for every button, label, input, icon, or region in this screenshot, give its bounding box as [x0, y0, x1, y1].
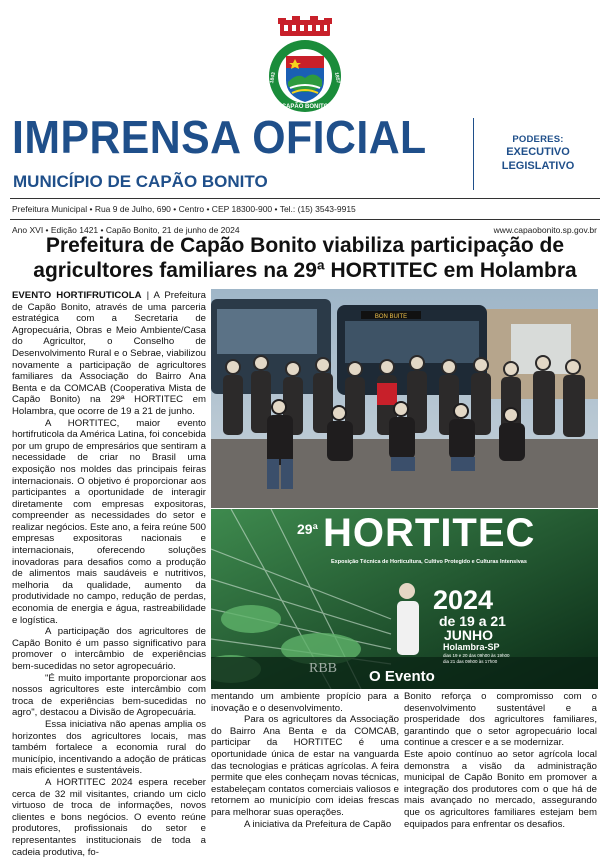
powers-box — [482, 134, 594, 173]
power-executivo: EXECUTIVO — [506, 146, 570, 158]
rule-top — [10, 198, 600, 199]
paragraph: Este apoio contínuo ao setor agrícola local demonstra a visão da administração municipal de Capão Bonito em promover a integração dos produtores com o que há de mais avançado no mercado, assegurando que os agricultores familiares estejam bem equipados para enfrentar os desafios. — [404, 748, 597, 830]
article-kicker: EVENTO HORTIFRUTICOLA — [12, 290, 142, 301]
crest-ring-text: CAPÃO BONITO — [281, 104, 329, 110]
hortitec-banner — [211, 509, 598, 689]
masthead-title: IMPRENSA OFICIAL — [12, 111, 427, 163]
masthead-subtitle: MUNICÍPIO DE CAPÃO BONITO — [13, 172, 268, 191]
paragraph: Para os agricultores da Associação do Bairro Ana Benta e da COMCAB, participar da HORTITEC é uma oportunidade única de estar na vanguarda das tecnologias e práticas agrícolas. A feira permite que eles conheçam novas técnicas, estabeleçam contatos comerciais valiosos e retornem ao município com ideias frescas para melhorar suas operações. — [211, 714, 399, 818]
paragraph: Bonito reforça o compromisso com o desenvolvimento sustentável e a prosperidade dos agricultores familiares, garantindo que o setor agropecuário local continue a crescer e a se modernizar. — [404, 691, 597, 749]
banner-month: JUNHO — [444, 627, 494, 643]
banner-dates: de 19 a 21 — [439, 613, 506, 629]
address-line: Prefeitura Municipal • Rua 9 de Julho, 690 • Centro • CEP 18300-900 • Tel.: (15) 3543-9915 — [12, 204, 356, 214]
crest-emblem — [262, 16, 348, 114]
article-headline: Prefeitura de Capão Bonito viabiliza participação de agricultores familiares na 29ª HORTITEC em Holambra — [33, 234, 577, 282]
banner-watermark: RBB — [309, 661, 338, 676]
powers-label: PODERES: — [512, 134, 564, 145]
masthead-divider — [473, 118, 474, 190]
group-photo — [211, 289, 598, 508]
article-column-1 — [12, 290, 206, 858]
crest-year-left: 1843 — [269, 71, 277, 84]
banner-tagline: Exposição Técnica de Horticultura, Cultivo Protegido e Culturas Intensivas — [331, 559, 527, 565]
paragraph: A HORTITEC 2024 espera receber cerca de 32 mil visitantes, criando um ciclo virtuoso de troca de informações, novos clientes e bons negócios. O evento reúne produtores, profissionais do setor e representantes institucionais de toda a cadeia produtiva, fo- — [12, 776, 206, 858]
website-link[interactable]: www.capaobonito.sp.gov.br — [493, 225, 597, 235]
banner-year: 2024 — [433, 585, 494, 615]
article-column-3 — [404, 691, 597, 830]
paragraph: A iniciativa da Prefeitura de Capão — [244, 818, 392, 830]
power-legislativo: LEGISLATIVO — [501, 160, 575, 172]
banner-hours-2: dia 21 das 09h00 às 17h00 — [443, 659, 498, 664]
banner-name: HORTITEC — [323, 511, 536, 555]
banner-edition: 29ª — [297, 521, 318, 537]
edition-line: Ano XVI • Edição 1421 • Capão Bonito, 21 de junho de 2024 — [12, 225, 240, 235]
paragraph: A participação dos agricultores de Capão Bonito é um passo significativo para promover o intercâmbio de experiências bem-sucedidas no setor agropecuário. — [12, 626, 206, 672]
article-column-2 — [211, 691, 399, 830]
banner-hours-1: dias 19 e 20 das 09h00 às 19h00 — [443, 653, 510, 658]
bus-destination-sign: BON BUITE — [374, 314, 408, 320]
banner-location: Holambra-SP — [443, 642, 500, 652]
banner-caption: O Evento — [369, 668, 435, 685]
paragraph: Essa iniciativa não apenas amplia os horizontes dos agricultores locais, mas também fortalece a economia rural do município, incentivando a adoção de práticas mais eficientes e sustentáveis. — [12, 718, 206, 777]
crest-year-right: 1857 — [333, 71, 341, 84]
rule-bottom — [10, 219, 600, 220]
paragraph: "É muito importante proporcionar aos nossos agricultores este intercâmbio com troca de experiências bem-sucedidas no agro", destacou a Divisão de Agropecuária. — [12, 672, 206, 719]
paragraph: mentando um ambiente propício para a inovação e o desenvolvimento. — [211, 691, 399, 714]
paragraph: | A Prefeitura de Capão Bonito, através de uma parceria estratégica com a Secretaria de Agropecuária, Obras e Meio Ambiente/Casa do Agricultor, o Conselho de Desenvolvimento Rural e o Sebrae, viabilizou novamente a participação de agricultores familiares da Associação do Bairro Ana Benta e da COMCAB (Cooperativa Mista de Capão Bonito) na 29ª HORTITEC em Holambra, que ocorre de 19 a 21 de junho. — [12, 290, 206, 417]
paragraph: A HORTITEC, maior evento hortifruticola da América Latina, foi concebida por um grupo de empresários que sentiram a necessidade de criar no Brasil uma exposição nos moldes das principais feiras internacionais. O objetivo é proporcionar aos participantes a oportunidade de interagir diretamente com empresas expositoras, compreender as necessidades do setor e realizar negócios. Este ano, a feira reúne 500 empresas expositoras nacionais e internacionais, oferecendo soluções inovadoras para desafios como a produção de alimentos mais saudáveis e nutritivos, melhoria da qualidade, aumento da produtividade no campo, redução de perdas, economia de energia e água, rastreabilidade e logística. — [12, 417, 206, 626]
